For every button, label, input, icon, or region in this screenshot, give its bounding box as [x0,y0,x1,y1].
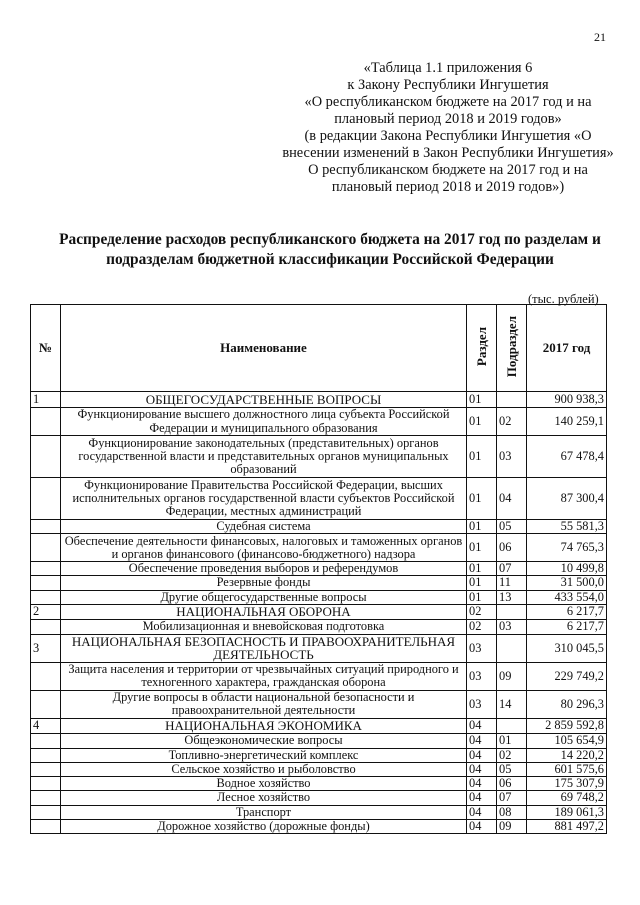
row-name: Другие общегосударственные вопросы [61,590,467,604]
row-name: Мобилизационная и вневойсковая подготовка [61,619,467,634]
row-subsection: 08 [497,805,527,819]
document-title [40,230,620,270]
row-subsection [497,718,527,733]
row-subsection: 06 [497,777,527,791]
row-number [31,576,61,590]
row-number [31,763,61,777]
row-subsection: 11 [497,576,527,590]
row-number [31,619,61,634]
row-section: 01 [467,392,497,408]
row-section: 03 [467,662,497,690]
row-subsection: 06 [497,534,527,562]
row-subsection: 09 [497,819,527,833]
row-number [31,478,61,520]
row-number: 3 [31,634,61,662]
row-amount: 175 307,9 [527,777,607,791]
row-section: 01 [467,576,497,590]
table-row [31,478,607,520]
header-line: внесении изменений в Закон Республики Ингушетия» [282,145,614,161]
row-number [31,436,61,478]
row-name: Общеэкономические вопросы [61,733,467,748]
table-row [31,763,607,777]
row-section: 01 [467,436,497,478]
row-section: 04 [467,805,497,819]
row-subsection: 07 [497,791,527,805]
header-line: (в редакции Закона Республики Ингушетия «О [304,128,592,144]
row-subsection: 13 [497,590,527,604]
row-name: Дорожное хозяйство (дорожные фонды) [61,819,467,833]
row-name: Функционирование Правительства Российской Федерации, высших исполнительных органов государственной власти субъектов Российской Федерации, местных администраций [61,478,467,520]
row-section: 04 [467,791,497,805]
header-subsection-label: Подраздел [503,315,519,377]
header-num: № [31,305,61,392]
row-name: Обеспечение проведения выборов и референдумов [61,562,467,576]
row-amount: 310 045,5 [527,634,607,662]
table-row [31,805,607,819]
row-name: Обеспечение деятельности финансовых, налоговых и таможенных органов и органов финансового (финансово-бюджетного) надзора [61,534,467,562]
row-name: Защита населения и территории от чрезвычайных ситуаций природного и техногенного характера, гражданская оборона [61,662,467,690]
header-line: плановый период 2018 и 2019 годов») [331,179,565,195]
law-reference-header [270,60,626,196]
row-name: Функционирование высшего должностного лица субъекта Российской Федерации и муниципального образования [61,408,467,436]
row-number [31,690,61,718]
table-row [31,604,607,619]
row-section: 02 [467,604,497,619]
row-amount: 105 654,9 [527,733,607,748]
header-section [467,305,497,392]
row-amount: 229 749,2 [527,662,607,690]
header-line: к Закону Республики Ингушетия [347,77,549,93]
row-section: 01 [467,408,497,436]
row-number: 2 [31,604,61,619]
row-amount: 881 497,2 [527,819,607,833]
table-row [31,590,607,604]
row-section: 04 [467,763,497,777]
table-row [31,777,607,791]
row-amount: 74 765,3 [527,534,607,562]
title-line: подразделам бюджетной классификации Российской Федерации [106,251,554,268]
row-amount: 6 217,7 [527,604,607,619]
table-row [31,791,607,805]
title-line: Распределение расходов республиканского бюджета на 2017 год по разделам и [59,231,601,248]
row-subsection [497,604,527,619]
row-section: 04 [467,777,497,791]
row-section: 01 [467,520,497,534]
table-row [31,733,607,748]
header-subsection [497,305,527,392]
table-row [31,634,607,662]
table-row [31,576,607,590]
page-number: 21 [594,30,606,44]
header-section-label: Раздел [473,326,489,366]
row-number [31,590,61,604]
row-name: НАЦИОНАЛЬНАЯ ЭКОНОМИКА [61,718,467,733]
row-name: Лесное хозяйство [61,791,467,805]
row-name: НАЦИОНАЛЬНАЯ БЕЗОПАСНОСТЬ И ПРАВООХРАНИТЕЛЬНАЯ ДЕЯТЕЛЬНОСТЬ [61,634,467,662]
table-row [31,562,607,576]
table-row [31,690,607,718]
row-section: 02 [467,619,497,634]
row-name: Транспорт [61,805,467,819]
table-row [31,392,607,408]
header-line: плановый период 2018 и 2019 годов» [334,111,562,127]
row-name: Сельское хозяйство и рыболовство [61,763,467,777]
row-number [31,562,61,576]
row-subsection: 02 [497,408,527,436]
row-subsection: 04 [497,478,527,520]
row-section: 01 [467,590,497,604]
table-row [31,819,607,833]
table-row [31,436,607,478]
row-name: Другие вопросы в области национальной безопасности и правоохранительной деятельности [61,690,467,718]
row-amount: 433 554,0 [527,590,607,604]
row-amount: 69 748,2 [527,791,607,805]
row-number: 1 [31,392,61,408]
row-amount: 6 217,7 [527,619,607,634]
row-amount: 2 859 592,8 [527,718,607,733]
row-amount: 31 500,0 [527,576,607,590]
header-year: 2017 год [527,305,607,392]
row-section: 04 [467,718,497,733]
table-header-row [31,305,607,392]
row-amount: 140 259,1 [527,408,607,436]
row-subsection: 05 [497,520,527,534]
row-section: 03 [467,690,497,718]
row-subsection [497,634,527,662]
row-amount: 189 061,3 [527,805,607,819]
row-number [31,520,61,534]
row-amount: 67 478,4 [527,436,607,478]
row-subsection: 07 [497,562,527,576]
row-number [31,791,61,805]
header-line: «Таблица 1.1 приложения 6 [363,60,533,76]
row-number [31,534,61,562]
row-number: 4 [31,718,61,733]
row-amount: 80 296,3 [527,690,607,718]
table-row [31,718,607,733]
row-name: Резервные фонды [61,576,467,590]
row-subsection: 14 [497,690,527,718]
row-subsection: 09 [497,662,527,690]
row-number [31,805,61,819]
row-name: Функционирование законодательных (представительных) органов государственной власти и представительных органов муниципальных образований [61,436,467,478]
row-amount: 87 300,4 [527,478,607,520]
budget-table [30,304,607,834]
row-name: Топливно-энергетический комплекс [61,748,467,762]
row-section: 01 [467,534,497,562]
row-subsection: 01 [497,733,527,748]
row-subsection [497,392,527,408]
units-label: (тыс. рублей) [528,292,599,306]
table-row [31,520,607,534]
table-row [31,408,607,436]
row-section: 04 [467,748,497,762]
row-subsection: 03 [497,619,527,634]
row-number [31,819,61,833]
row-number [31,777,61,791]
table-row [31,662,607,690]
row-name: ОБЩЕГОСУДАРСТВЕННЫЕ ВОПРОСЫ [61,392,467,408]
table-row [31,748,607,762]
row-amount: 14 220,2 [527,748,607,762]
row-amount: 10 499,8 [527,562,607,576]
header-name: Наименование [61,305,467,392]
row-subsection: 03 [497,436,527,478]
row-section: 03 [467,634,497,662]
row-section: 01 [467,478,497,520]
row-number [31,408,61,436]
row-name: Судебная система [61,520,467,534]
row-name: НАЦИОНАЛЬНАЯ ОБОРОНА [61,604,467,619]
header-line: «О республиканском бюджете на 2017 год и на [304,94,592,110]
row-number [31,662,61,690]
row-amount: 601 575,6 [527,763,607,777]
row-name: Водное хозяйство [61,777,467,791]
row-number [31,748,61,762]
row-amount: 900 938,3 [527,392,607,408]
row-section: 04 [467,819,497,833]
row-section: 01 [467,562,497,576]
row-number [31,733,61,748]
table-row [31,619,607,634]
row-subsection: 02 [497,748,527,762]
row-amount: 55 581,3 [527,520,607,534]
table-row [31,534,607,562]
row-subsection: 05 [497,763,527,777]
header-line: О республиканском бюджете на 2017 год и на [308,162,588,178]
row-section: 04 [467,733,497,748]
